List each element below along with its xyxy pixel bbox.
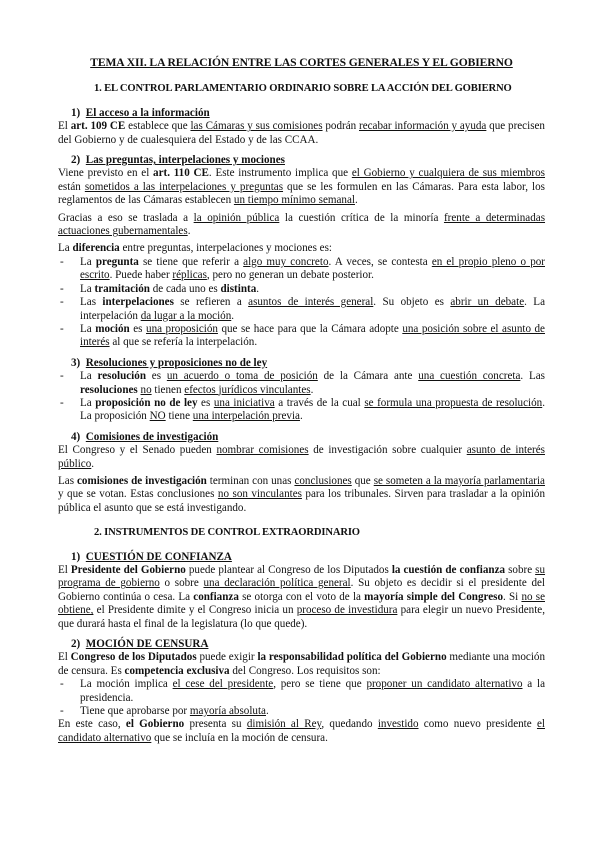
subsection-number: 1) bbox=[71, 106, 81, 119]
dash-list bbox=[58, 370, 545, 424]
dash-list bbox=[58, 256, 545, 350]
paragraph: En este caso, el Gobierno presenta su dimisión al Rey, quedando investido como nuevo presidente el candidato alternativo que se incluía en la moción de censura. bbox=[58, 718, 545, 744]
paragraph: Gracias a eso se traslada a la opinión pública la cuestión crítica de la minoría frente a determinadas actuaciones gubernamentales. bbox=[58, 211, 546, 238]
paragraph: Viene previsto en el art. 110 CE. Este instrumento implica que el Gobierno y cualquiera de sus miembros están sometidos a las interpelaciones y preguntas que se les formulen en las Cámaras. Para esta labor, los reglamentos de las Cámaras establecen un tiempo mínimo semanal. bbox=[58, 167, 545, 207]
list-item: - Las interpelaciones se refieren a asuntos de interés general. Su objeto es abrir un debate. La interpelación da lugar a la moción. bbox=[58, 296, 545, 323]
subsection-1-4-heading bbox=[58, 431, 545, 444]
subsection-1-3-heading bbox=[58, 357, 545, 370]
subsection-1-1-heading bbox=[58, 107, 545, 120]
document-title: TEMA XII. LA RELACIÓN ENTRE LAS CORTES GENERALES Y EL GOBIERNO bbox=[90, 56, 513, 69]
section-1-heading: 1. EL CONTROL PARLAMENTARIO ORDINARIO SOBRE LA ACCIÓN DEL GOBIERNO bbox=[94, 83, 512, 95]
subsection-number: 2) bbox=[71, 638, 81, 651]
subsection-title: MOCIÓN DE CENSURA bbox=[85, 638, 209, 651]
list-item: - La pregunta se tiene que referir a algo muy concreto. A veces, se contesta en el propio pleno o por escrito. Puede haber réplicas, pero no generan un debate posterior. bbox=[58, 256, 545, 283]
subsection-title: CUESTIÓN DE CONFIANZA bbox=[85, 550, 232, 563]
section-2-heading: 2. INSTRUMENTOS DE CONTROL EXTRAORDINARIO bbox=[94, 527, 360, 539]
dash-list bbox=[58, 678, 545, 718]
subsection-number: 2) bbox=[71, 154, 81, 167]
paragraph: Las comisiones de investigación terminan con unas conclusiones que se someten a la mayoría parlamentaria y que se votan. Estas conclusiones no son vinculantes para los tribunales. Sirven para trasladar a la opinión pública el asunto que se está investigando. bbox=[58, 474, 546, 514]
paragraph: El Congreso de los Diputados puede exigir la responsabilidad política del Gobierno mediante una moción de censura. Es competencia exclusiva del Congreso. Los requisitos son: bbox=[58, 651, 546, 677]
list-item: - Tiene que aprobarse por mayoría absoluta. bbox=[58, 705, 545, 718]
paragraph: El Presidente del Gobierno puede plantear al Congreso de los Diputados la cuestión de confianza sobre su programa de gobierno o sobre una declaración política general. Su objeto es decidir si el presidente del Gobierno continúa o cesa. La confianza se otorga con el voto de la mayoría simple del Congreso. Si no se obtiene, el Presidente dimite y el Congreso inicia un proceso de investidura para elegir un nuevo Presidente, que durará hasta el final de la legislatura (lo que quede). bbox=[58, 564, 546, 630]
paragraph: La diferencia entre preguntas, interpelaciones y mociones es: bbox=[58, 242, 332, 255]
subsection-1-2-heading bbox=[58, 154, 545, 167]
subsection-title: Comisiones de investigación bbox=[85, 430, 219, 443]
subsection-title: Resoluciones y proposiciones no de ley bbox=[85, 356, 268, 369]
subsection-2-1-heading bbox=[58, 551, 545, 564]
subsection-number: 4) bbox=[71, 430, 81, 443]
list-item: - La moción implica el cese del presidente, pero se tiene que proponer un candidato alternativo a la presidencia. bbox=[58, 678, 545, 705]
subsection-number: 3) bbox=[71, 356, 81, 369]
paragraph: El art. 109 CE establece que las Cámaras y sus comisiones podrán recabar información y ayuda que precisen del Gobierno y de cualesquiera del Estado y de las CCAA. bbox=[58, 120, 545, 146]
paragraph: El Congreso y el Senado pueden nombrar comisiones de investigación sobre cualquier asunto de interés público. bbox=[58, 444, 545, 470]
list-item: - La moción es una proposición que se hace para que la Cámara adopte una posición sobre el asunto de interés al que se refería la interpelación. bbox=[58, 323, 545, 350]
subsection-title: Las preguntas, interpelaciones y mociones bbox=[85, 154, 285, 167]
list-item: - La resolución es un acuerdo o toma de posición de la Cámara ante una cuestión concreta. Las resoluciones no tienen efectos jurídicos vinculantes. bbox=[58, 370, 545, 397]
list-item: - La proposición no de ley es una iniciativa a través de la cual se formula una propuesta de resolución. La proposición NO tiene una interpelación previa. bbox=[58, 397, 545, 424]
list-item: - La tramitación de cada uno es distinta. bbox=[58, 283, 545, 296]
subsection-title: El acceso a la información bbox=[85, 106, 210, 119]
subsection-number: 1) bbox=[71, 550, 81, 563]
subsection-2-2-heading bbox=[58, 638, 545, 651]
